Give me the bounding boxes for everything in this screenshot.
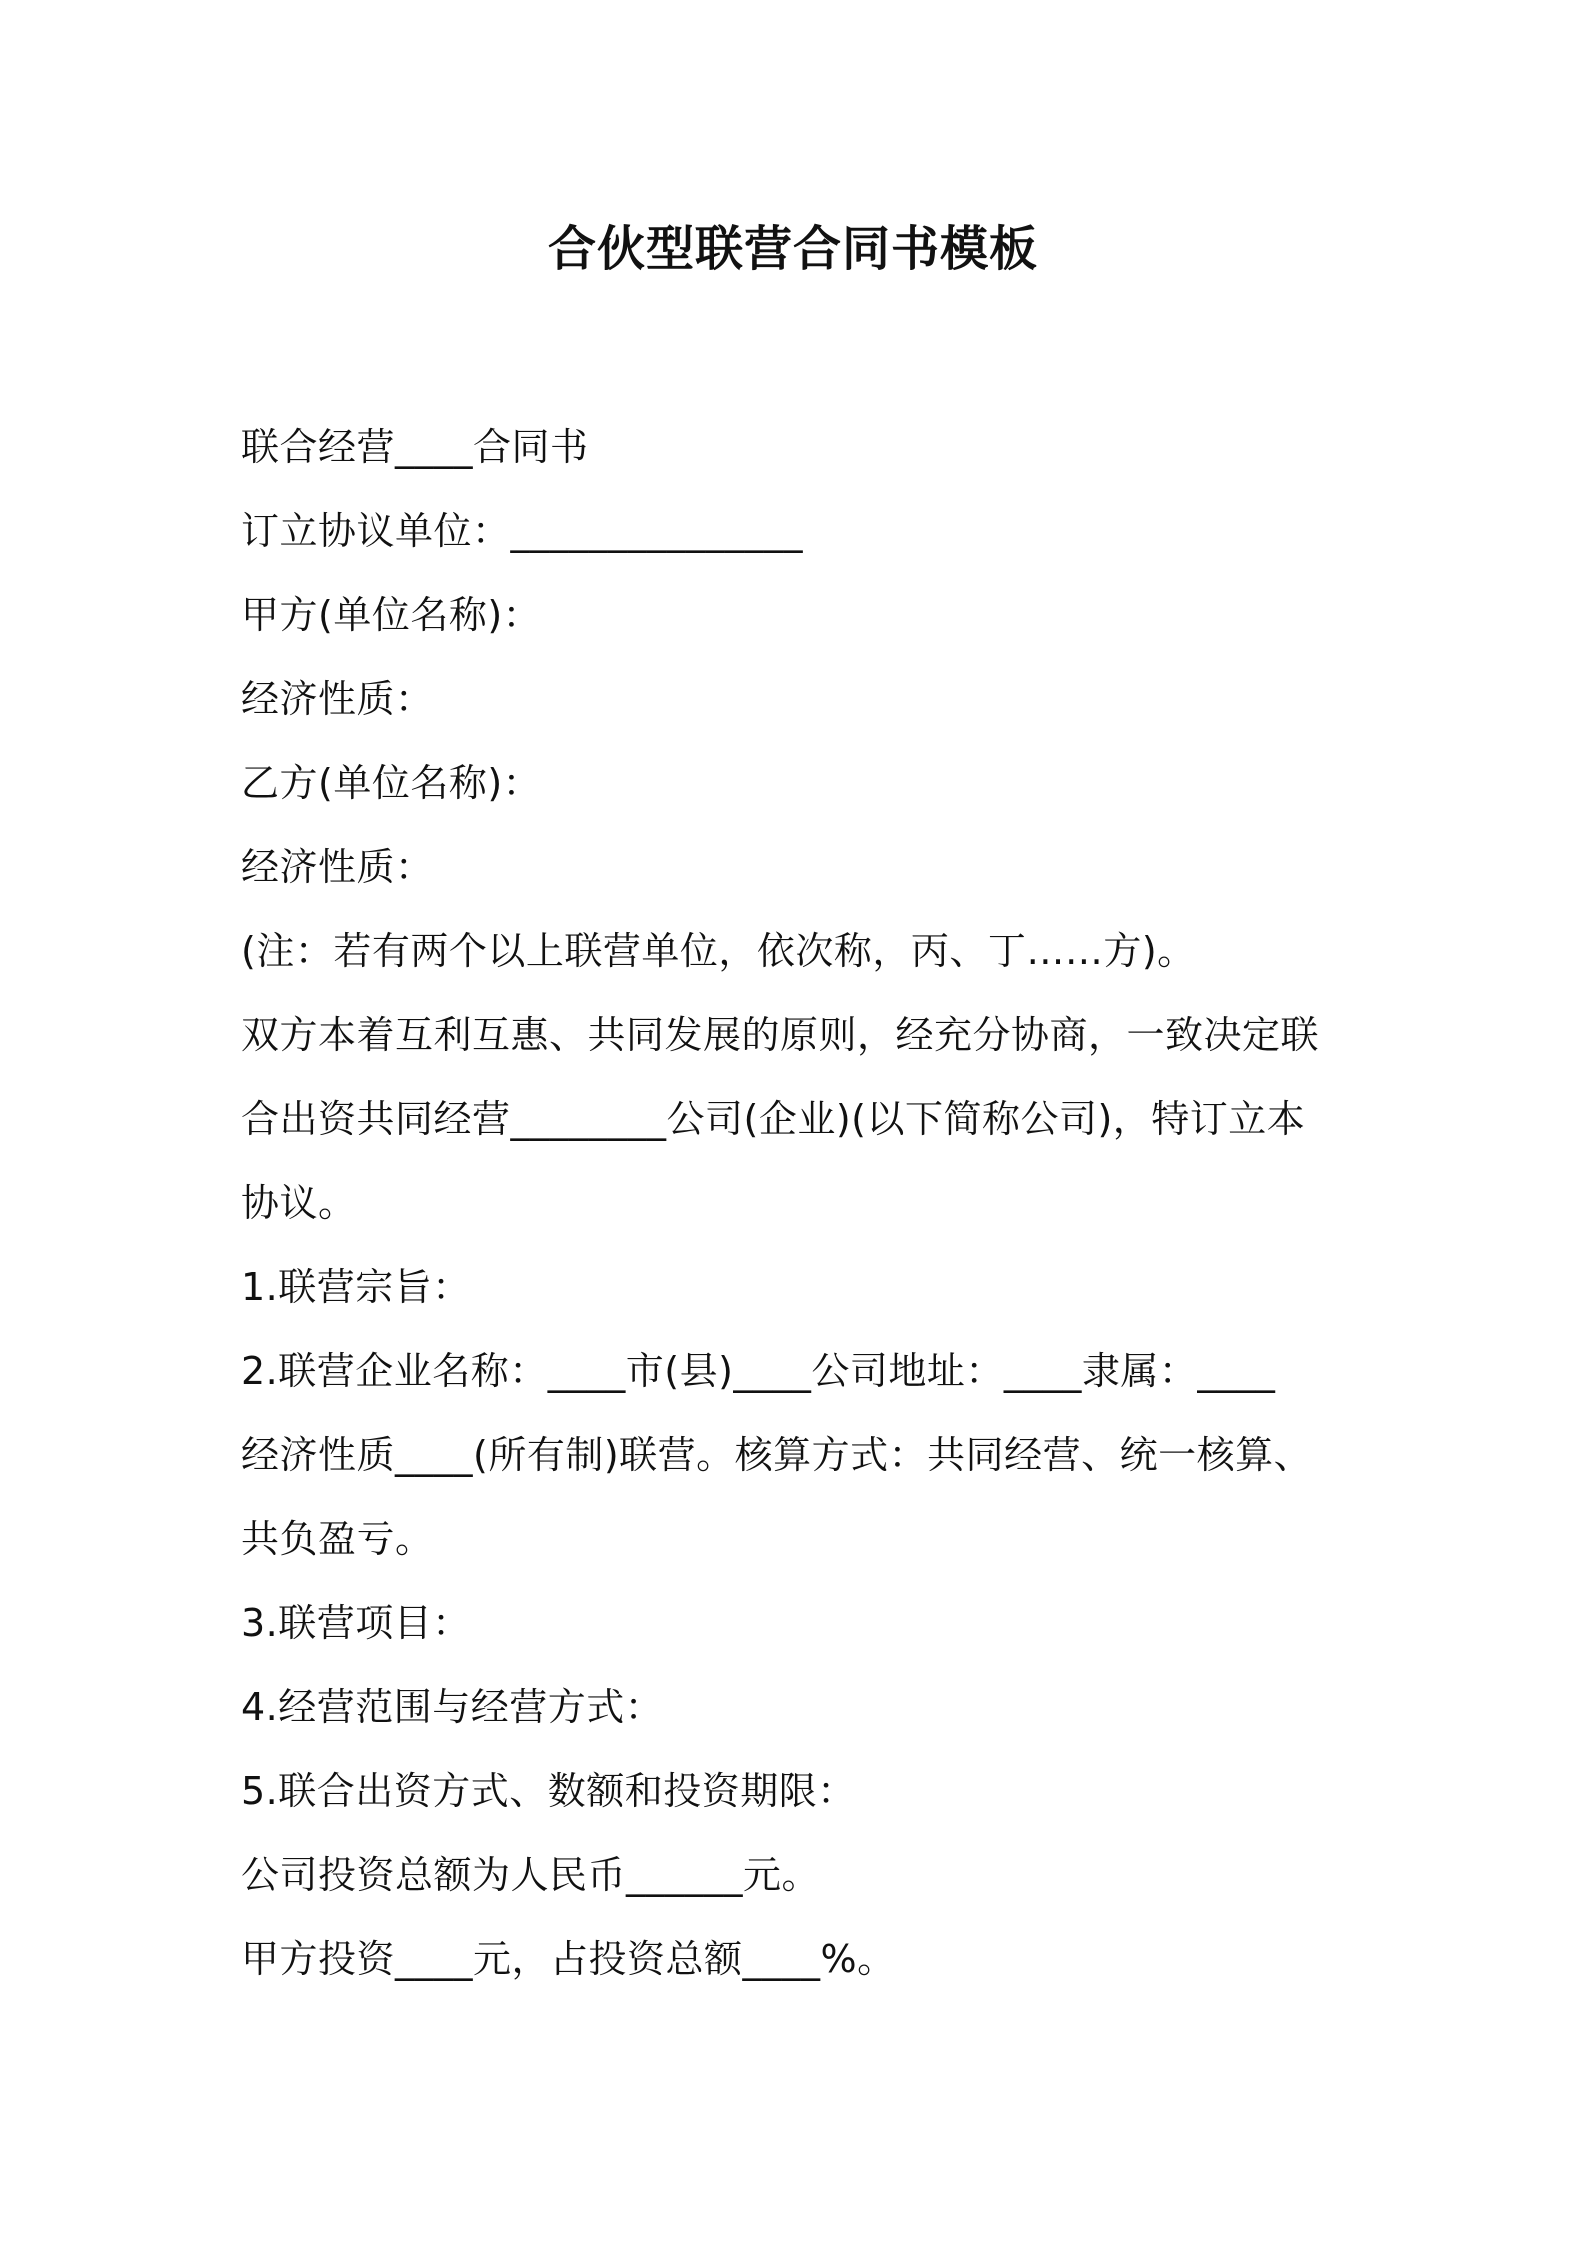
preamble-line-1: 双方本着互利互惠、共同发展的原则，经充分协商，一致决定联	[241, 1013, 1320, 1057]
clause-2-line-2: 经济性质____(所有制)联营。核算方式：共同经营、统一核算、	[241, 1433, 1313, 1477]
party-a-name-line: 甲方(单位名称)：	[241, 593, 542, 637]
party-b-name-line: 乙方(单位名称)：	[241, 761, 542, 805]
party-a-investment-line: 甲方投资____元，占投资总额____%。	[241, 1937, 896, 1981]
document-title: 合伙型联营合同书模板	[547, 221, 1038, 277]
preamble-line-3: 协议。	[241, 1181, 357, 1225]
clause-2-line-3: 共负盈亏。	[241, 1517, 434, 1561]
clause-2-line-1: 2.联营企业名称：____市(县)____公司地址：____隶属：____	[241, 1349, 1276, 1393]
party-b-nature-line: 经济性质：	[241, 845, 434, 889]
note-line: (注：若有两个以上联营单位，依次称，丙、丁……方)。	[241, 929, 1196, 973]
clause-4-scope: 4.经营范围与经营方式：	[241, 1685, 664, 1729]
clause-5-investment: 5.联合出资方式、数额和投资期限：	[241, 1769, 856, 1813]
total-investment-line: 公司投资总额为人民币______元。	[241, 1853, 821, 1897]
clause-1-purpose: 1.联营宗旨：	[241, 1265, 471, 1309]
contract-name-line: 联合经营____合同书	[241, 425, 589, 469]
preamble-line-2: 合出资共同经营________公司(企业)(以下简称公司)，特订立本	[241, 1097, 1306, 1141]
document-body	[241, 405, 1359, 2001]
party-a-nature-line: 经济性质：	[241, 677, 434, 721]
clause-3-projects: 3.联营项目：	[241, 1601, 471, 1645]
signing-parties-line: 订立协议单位：_______________	[241, 509, 804, 553]
